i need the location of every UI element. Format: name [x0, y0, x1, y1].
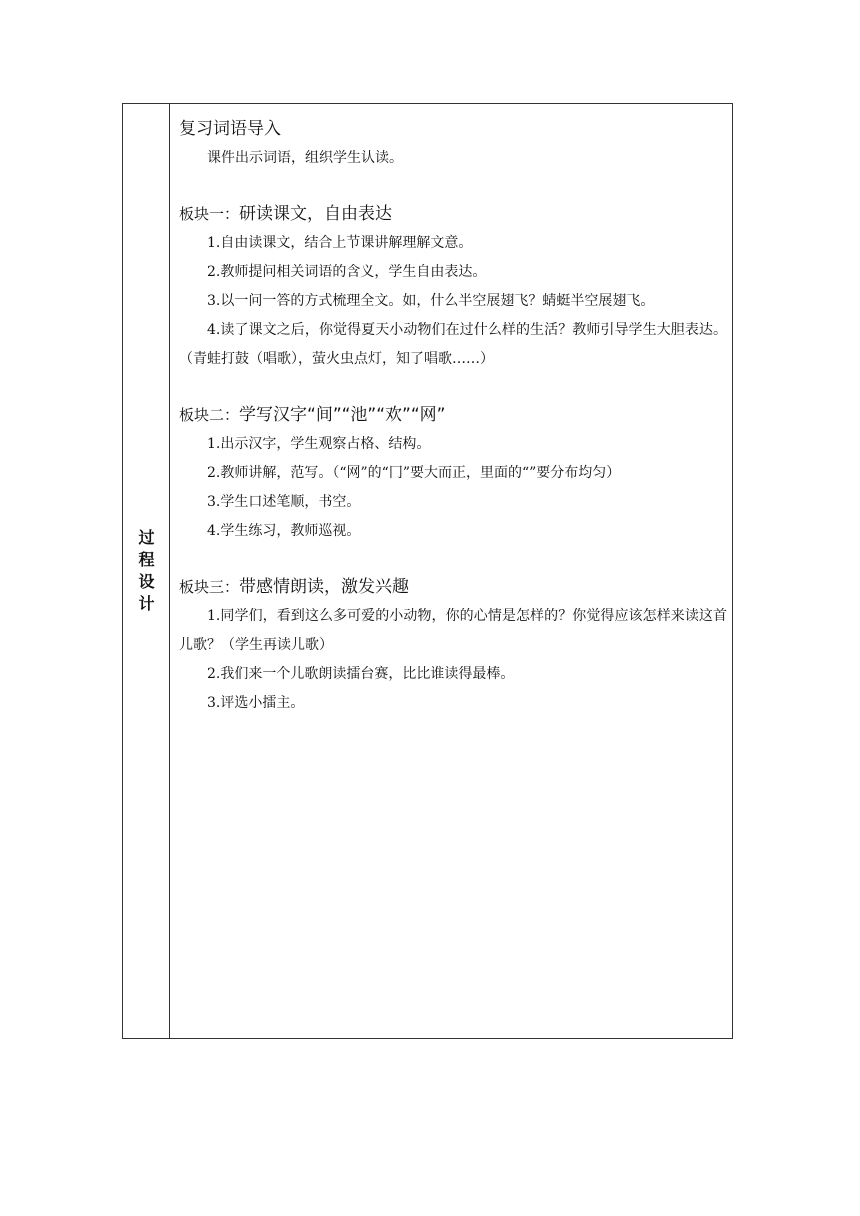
block-2-prefix: 板块二：	[179, 406, 240, 424]
block-2-item: 3.学生口述笔顺，书空。	[207, 494, 361, 510]
block-2	[179, 400, 727, 546]
row-label-char: 设	[138, 572, 155, 591]
block-1-item: 3.以一问一答的方式梳理全文。如，什么半空展翅飞？蜻蜓半空展翅飞。	[207, 293, 655, 309]
content-cell	[179, 114, 727, 718]
row-label-cell	[123, 104, 170, 1038]
block-3-item: 1.同学们，看到这么多可爱的小动物，你的心情是怎样的？你觉得应该怎样来读这首儿歌？（学生再读儿歌）	[179, 608, 727, 653]
block-3-title: 带感情朗读，激发兴趣	[239, 577, 410, 597]
block-1-prefix: 板块一：	[179, 205, 240, 223]
block-1-item: 1.自由读课文，结合上节课讲解理解文意。	[207, 235, 473, 251]
block-2-item: 2.教师讲解，范写。（“网”的“冂”要大而正，里面的“”要分布均匀）	[207, 465, 621, 481]
block-3-prefix: 板块三：	[179, 578, 240, 596]
row-label-char: 计	[138, 594, 155, 613]
row-label	[123, 527, 170, 615]
block-2-item: 1.出示汉字，学生观察占格、结构。	[207, 436, 431, 452]
intro-text: 课件出示词语，组织学生认读。	[207, 150, 403, 166]
block-3	[179, 572, 727, 718]
intro-heading: 复习词语导入	[179, 119, 281, 139]
block-1-item: 2.教师提问相关词语的含义，学生自由表达。	[207, 264, 487, 280]
block-1-title: 研读课文，自由表达	[239, 204, 393, 224]
block-1	[179, 199, 727, 374]
block-3-item: 3.评选小擂主。	[207, 695, 305, 711]
row-label-char: 过	[138, 528, 155, 547]
row-label-char: 程	[138, 550, 155, 569]
block-1-item: 4.读了课文之后，你觉得夏天小动物们在过什么样的生活？教师引导学生大胆表达。（青蛙打鼓（唱歌），萤火虫点灯，知了唱歌……）	[179, 322, 727, 367]
lesson-table	[122, 103, 733, 1039]
block-2-title: 学写汉字“间”“池”“欢”“网”	[239, 405, 446, 425]
block-3-item: 2.我们来一个儿歌朗读擂台赛，比比谁读得最棒。	[207, 666, 515, 682]
block-2-item: 4.学生练习，教师巡视。	[207, 523, 361, 539]
